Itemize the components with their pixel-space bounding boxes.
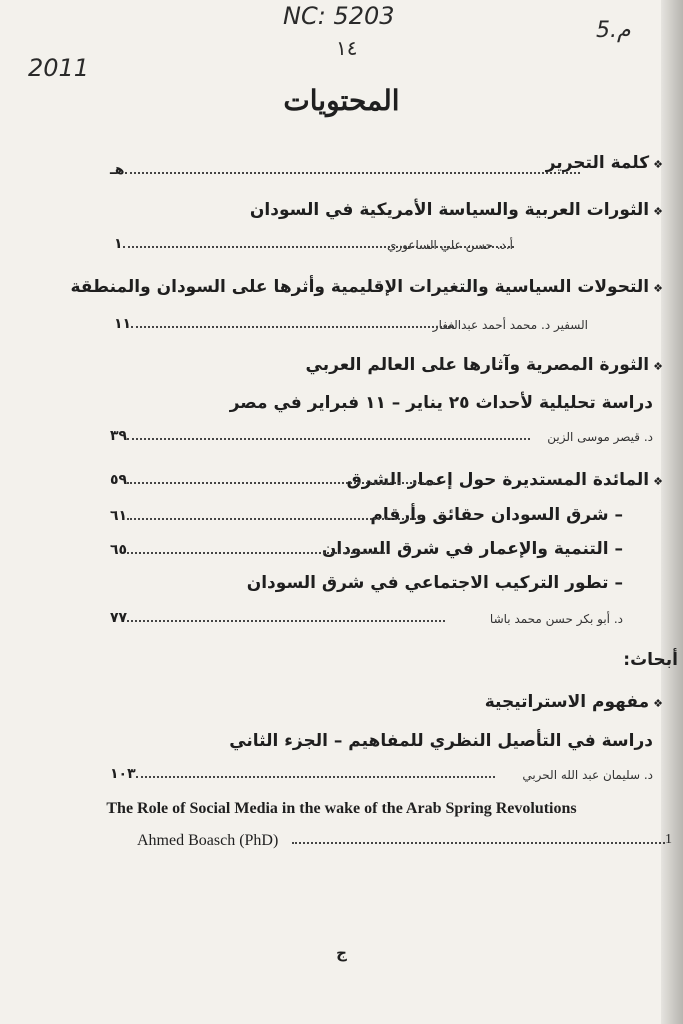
toc-leader bbox=[110, 766, 495, 782]
toc-author: د. أبو بكر حسن محمد باشا bbox=[489, 612, 623, 626]
toc-leader bbox=[110, 542, 385, 558]
year-annotation: 2011 bbox=[28, 54, 90, 82]
dot-leader bbox=[127, 438, 530, 440]
page-number: ٦٥ bbox=[110, 542, 128, 558]
bullet-icon: ❖ bbox=[653, 282, 663, 295]
page-number: ١٠٣ bbox=[110, 766, 136, 782]
page-number: ٣٩ bbox=[110, 428, 128, 444]
toc-leader bbox=[110, 610, 445, 626]
section-label-research: أبحاث: bbox=[623, 650, 678, 670]
toc-leader bbox=[110, 508, 420, 524]
page-number: ٧٧ bbox=[110, 610, 128, 626]
toc-heading-editorial: ❖كلمة التحرير bbox=[545, 153, 663, 173]
toc-subheading: دراسة في التأصيل النظري للمفاهيم – الجزء الثاني bbox=[229, 731, 653, 751]
toc-heading: ❖التحولات السياسية والتغيرات الإقليمية وأثرها على السودان والمنطقة bbox=[70, 277, 663, 297]
toc-leader bbox=[110, 472, 435, 488]
page-number: 1 bbox=[665, 832, 672, 847]
toc-author: د. قيصر موسى الزين bbox=[547, 430, 653, 444]
catalog-number-annotation: NC: 5203 bbox=[283, 2, 395, 30]
page-footer-number: ج bbox=[336, 944, 347, 962]
corner-mark-annotation: 5.م bbox=[596, 18, 631, 43]
bullet-icon: ❖ bbox=[653, 158, 663, 171]
toc-subheading: – شرق السودان حقائق وأرقام bbox=[370, 505, 623, 525]
toc-leader bbox=[114, 236, 514, 252]
bullet-icon: ❖ bbox=[653, 205, 663, 218]
dot-leader bbox=[127, 552, 385, 554]
english-article-title: The Role of Social Media in the wake of the Arab Spring Revolutions bbox=[106, 800, 577, 817]
toc-author: أ.د. حسن علي الساعوري bbox=[386, 238, 513, 252]
dot-leader bbox=[292, 842, 665, 844]
toc-leader bbox=[110, 162, 580, 178]
page-number: ١ bbox=[114, 236, 123, 252]
dot-leader bbox=[136, 776, 495, 778]
page-number: ٦١ bbox=[110, 508, 128, 524]
bullet-icon: ❖ bbox=[653, 360, 663, 373]
dot-leader bbox=[123, 246, 514, 248]
page-edge-shadow bbox=[661, 0, 683, 1024]
bullet-icon: ❖ bbox=[653, 697, 663, 710]
page-number: هـ bbox=[110, 162, 125, 178]
page-number: ٥٩ bbox=[110, 472, 128, 488]
toc-subheading: – تطور التركيب الاجتماعي في شرق السودان bbox=[246, 573, 623, 593]
toc-subheading: – التنمية والإعمار في شرق السودان bbox=[321, 539, 623, 559]
toc-heading: ❖الثورات العربية والسياسة الأمريكية في السودان bbox=[249, 200, 663, 220]
toc-leader bbox=[292, 832, 672, 848]
dot-leader bbox=[131, 326, 454, 328]
toc-heading: ❖الثورة المصرية وآثارها على العالم العربي bbox=[305, 355, 663, 375]
toc-subheading: دراسة تحليلية لأحداث ٢٥ يناير – ١١ فبراير في مصر bbox=[229, 393, 653, 413]
toc-author: السفير د. محمد أحمد عبدالغفار bbox=[432, 318, 588, 332]
issue-mark-annotation: ١٤ bbox=[336, 36, 358, 60]
dot-leader bbox=[127, 518, 420, 520]
dot-leader bbox=[127, 620, 445, 622]
toc-heading: ❖المائدة المستديرة حول إعمار الشرق bbox=[346, 470, 663, 490]
page-number: ١١ bbox=[114, 316, 132, 332]
toc-leader bbox=[114, 316, 454, 332]
page-title: المحتويات bbox=[283, 84, 400, 117]
english-article-author: Ahmed Boasch (PhD) bbox=[137, 832, 279, 849]
toc-leader bbox=[110, 428, 530, 444]
dot-leader bbox=[125, 172, 581, 174]
toc-heading: ❖مفهوم الاستراتيجية bbox=[484, 692, 663, 712]
dot-leader bbox=[127, 482, 435, 484]
bullet-icon: ❖ bbox=[653, 475, 663, 488]
toc-author: د. سليمان عبد الله الحربي bbox=[522, 768, 653, 782]
